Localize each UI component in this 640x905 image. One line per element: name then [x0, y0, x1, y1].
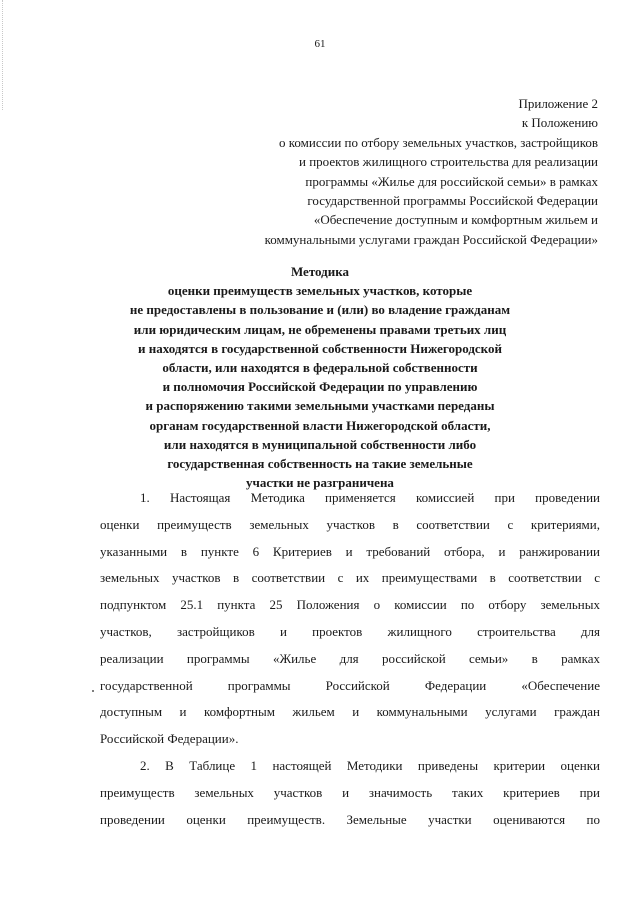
document-body: [100, 485, 600, 833]
body-line: участков, застройщиков и проектов жилищного строительства для: [100, 623, 600, 639]
body-line: проведении оценки преимуществ. Земельные участки оцениваются по: [100, 811, 600, 827]
title-line: оценки преимуществ земельных участков, которые: [167, 283, 473, 299]
title-line: и распоряжению такими земельными участками переданы: [145, 398, 495, 414]
body-line: 2. В Таблице 1 настоящей Методики приведены критерии оценки: [140, 757, 600, 773]
body-line: доступным и комфортным жильем и коммунальными услугами граждан: [100, 704, 600, 720]
title-line: не предоставлены в пользование и (или) во владение гражданам: [129, 302, 511, 318]
appendix-line: программы «Жилье для российской семьи» в рамках: [305, 173, 598, 189]
body-line: преимуществ земельных участков и значимость таких критериев при: [100, 784, 600, 800]
appendix-line: к Положению: [521, 115, 598, 131]
appendix-line: и проектов жилищного строительства для реализации: [299, 154, 598, 170]
title-line: Методика: [290, 264, 350, 279]
appendix-line: коммунальными услугами граждан Российской Федерации»: [264, 231, 598, 247]
appendix-line: Приложение 2: [518, 96, 598, 111]
body-line: реализации программы «Жилье для российской семьи» в рамках: [100, 650, 600, 666]
body-line: 1. Настоящая Методика применяется комиссией при проведении: [140, 490, 600, 505]
paragraph-2: [100, 753, 600, 833]
body-line: подпунктом 25.1 пункта 25 Положения о комиссии по отбору земельных: [100, 597, 600, 613]
page-number: 61: [314, 38, 326, 50]
title-line: государственная собственность на такие земельные: [167, 456, 473, 472]
appendix-line: о комиссии по отбору земельных участков, застройщиков: [278, 134, 598, 150]
title-line: или находятся в муниципальной собственности либо: [163, 436, 477, 452]
body-line: земельных участков в соответствии с их преимуществами в соответствии с: [100, 570, 600, 586]
appendix-line: государственной программы Российской Федерации: [307, 193, 598, 209]
title-line: и находятся в государственной собственности Нижегородской: [138, 340, 502, 356]
title-line: органам государственной власти Нижегородской области,: [149, 417, 491, 433]
scan-dot-artifact: [92, 690, 94, 692]
body-line: указанными в пункте 6 Критериев и требований отбора, и ранжировании: [100, 543, 600, 559]
body-line: Российской Федерации».: [100, 731, 239, 747]
title-line: и полномочия Российской Федерации по управлению: [162, 379, 478, 395]
appendix-line: «Обеспечение доступным и комфортным жильем и: [313, 212, 598, 228]
document-title: [80, 262, 560, 492]
body-line: оценки преимуществ земельных участков в соответствии с критериями,: [100, 516, 600, 532]
scan-edge-artifact: [2, 0, 4, 110]
title-line: или юридическим лицам, не обременены правами третьих лиц: [133, 321, 507, 337]
body-line: государственной программы Российской Федерации «Обеспечение: [100, 677, 600, 693]
appendix-header: [158, 94, 598, 249]
paragraph-1: [100, 485, 600, 753]
title-line: области, или находятся в федеральной собственности: [162, 360, 478, 376]
title-line: участки не разграничена: [246, 475, 394, 491]
